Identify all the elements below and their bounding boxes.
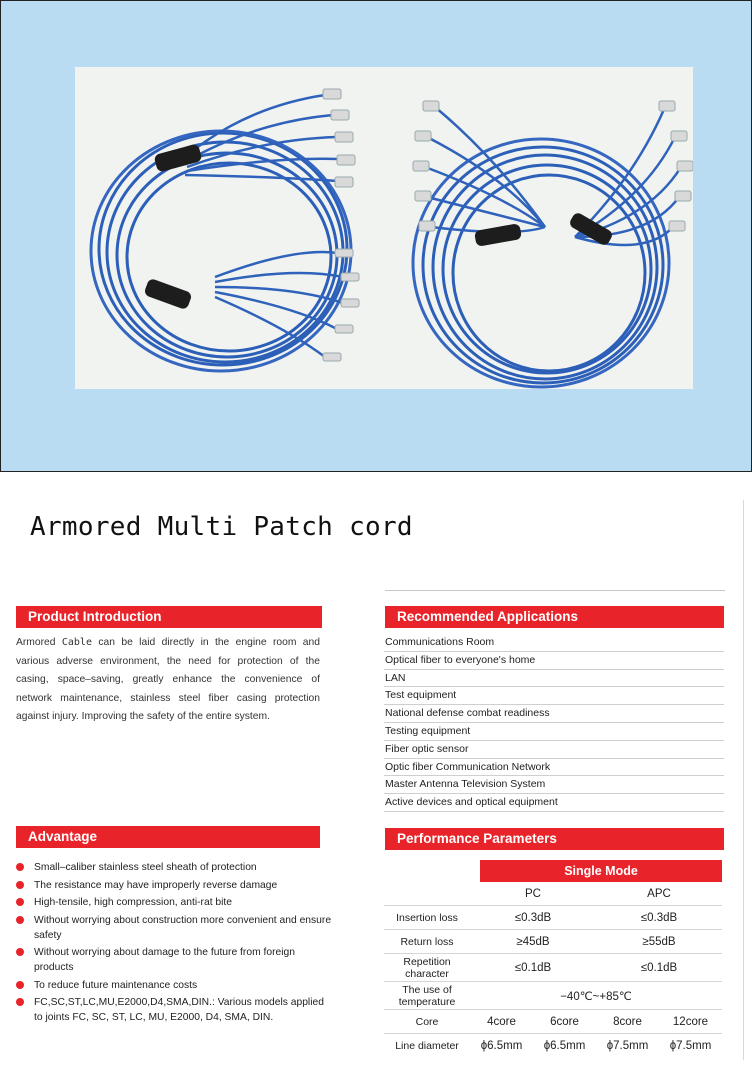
diameter-value: ϕ6.5mm (480, 1040, 523, 1052)
table-row (384, 1010, 722, 1034)
table-row (384, 1034, 722, 1058)
intro-text-start: Armored (16, 637, 62, 648)
advantage-heading: Advantage (16, 826, 320, 848)
bullet-icon (16, 863, 24, 871)
application-item: National defense combat readiness (384, 705, 724, 723)
advantage-item (14, 913, 332, 943)
advantage-text: High-tensile, high compression, anti-rat bite (34, 897, 233, 908)
apc-value: ≤0.1dB (640, 961, 678, 974)
core-value: 6core (550, 1015, 579, 1028)
pc-value: ≤0.1dB (514, 961, 552, 974)
table-header-row (384, 882, 722, 906)
product-intro-heading: Product Introduction (16, 606, 322, 628)
applications-list (384, 634, 724, 812)
apc-value: ≥55dB (642, 935, 676, 948)
application-item: LAN (384, 670, 724, 688)
col-apc: APC (647, 887, 671, 900)
mode-header: Single Mode (480, 860, 722, 882)
intro-highlight: Cable (61, 637, 92, 648)
performance-heading: Performance Parameters (385, 828, 724, 850)
photo-frame (0, 0, 752, 472)
bullet-icon (16, 981, 24, 989)
diameter-value: ϕ6.5mm (543, 1040, 586, 1052)
row-label: Line diameter (395, 1040, 459, 1052)
advantage-text: FC,SC,ST,LC,MU,E2000,D4,SMA,DIN.: Various models applied to joints FC, SC, ST, LC, MU, E2000, D4, SMA, DIN. (34, 997, 324, 1023)
advantage-item (14, 878, 332, 893)
advantage-text: Small–caliber stainless steel sheath of protection (34, 862, 257, 873)
diameter-value: ϕ7.5mm (606, 1040, 649, 1052)
row-label: Core (415, 1015, 439, 1028)
application-item: Optical fiber to everyone's home (384, 652, 724, 670)
diameter-value: ϕ7.5mm (669, 1040, 712, 1052)
advantage-item (14, 895, 332, 910)
application-item: Active devices and optical equipment (384, 794, 724, 812)
bullet-icon (16, 948, 24, 956)
bullet-icon (16, 881, 24, 889)
bullet-icon (16, 998, 24, 1006)
row-label: Return loss (400, 935, 454, 948)
advantage-text: Without worrying about construction more convenient and ensure safety (34, 914, 332, 941)
core-value: 4core (487, 1015, 516, 1028)
advantage-text: The resistance may have improperly reverse damage (34, 879, 278, 891)
application-item: Test equipment (384, 687, 724, 705)
application-item: Communications Room (384, 634, 724, 652)
patch-cord-illustration (75, 67, 693, 389)
advantage-item (14, 978, 332, 993)
advantage-item (14, 995, 332, 1025)
product-photo (75, 67, 693, 389)
performance-table (384, 860, 722, 1058)
advantage-item (14, 945, 332, 975)
temperature-value: −40℃~+85℃ (560, 990, 632, 1003)
advantage-list (14, 860, 332, 1028)
table-row (384, 954, 722, 982)
row-label: Insertion loss (396, 911, 458, 924)
applications-heading: Recommended Applications (385, 606, 724, 628)
row-label: Repetition character (403, 955, 451, 980)
bullet-icon (16, 898, 24, 906)
pc-value: ≤0.3dB (514, 911, 552, 924)
core-value: 12core (672, 1015, 709, 1028)
page-title: Armored Multi Patch cord (30, 512, 413, 542)
col-pc: PC (525, 887, 541, 900)
intro-text-rest: can be laid directly in the engine room and various adverse environment, the need for protection of the casing, space–saving, greatly enhance the convenience of network maintenance, stainless steel fiber casing protection against injury. Improving the safety of the entire system. (16, 637, 320, 723)
table-row (384, 906, 722, 930)
application-item: Master Antenna Television System (384, 776, 724, 794)
apc-value: ≤0.3dB (640, 911, 678, 924)
advantage-text: To reduce future maintenance costs (34, 979, 198, 991)
edge-divider (743, 500, 744, 1060)
row-label: The use of temperature (398, 983, 456, 1008)
table-row (384, 982, 722, 1010)
bullet-icon (16, 916, 24, 924)
advantage-text: Without worrying about damage to the future from foreign products (34, 947, 295, 973)
product-intro-text (16, 634, 320, 727)
core-value: 8core (613, 1015, 642, 1028)
application-item: Testing equipment (384, 723, 724, 741)
pc-value: ≥45dB (516, 935, 550, 948)
table-row (384, 930, 722, 954)
advantage-item (14, 860, 332, 875)
application-item: Optic fiber Communication Network (384, 759, 724, 777)
top-rule (385, 590, 725, 591)
application-item: Fiber optic sensor (384, 741, 724, 759)
